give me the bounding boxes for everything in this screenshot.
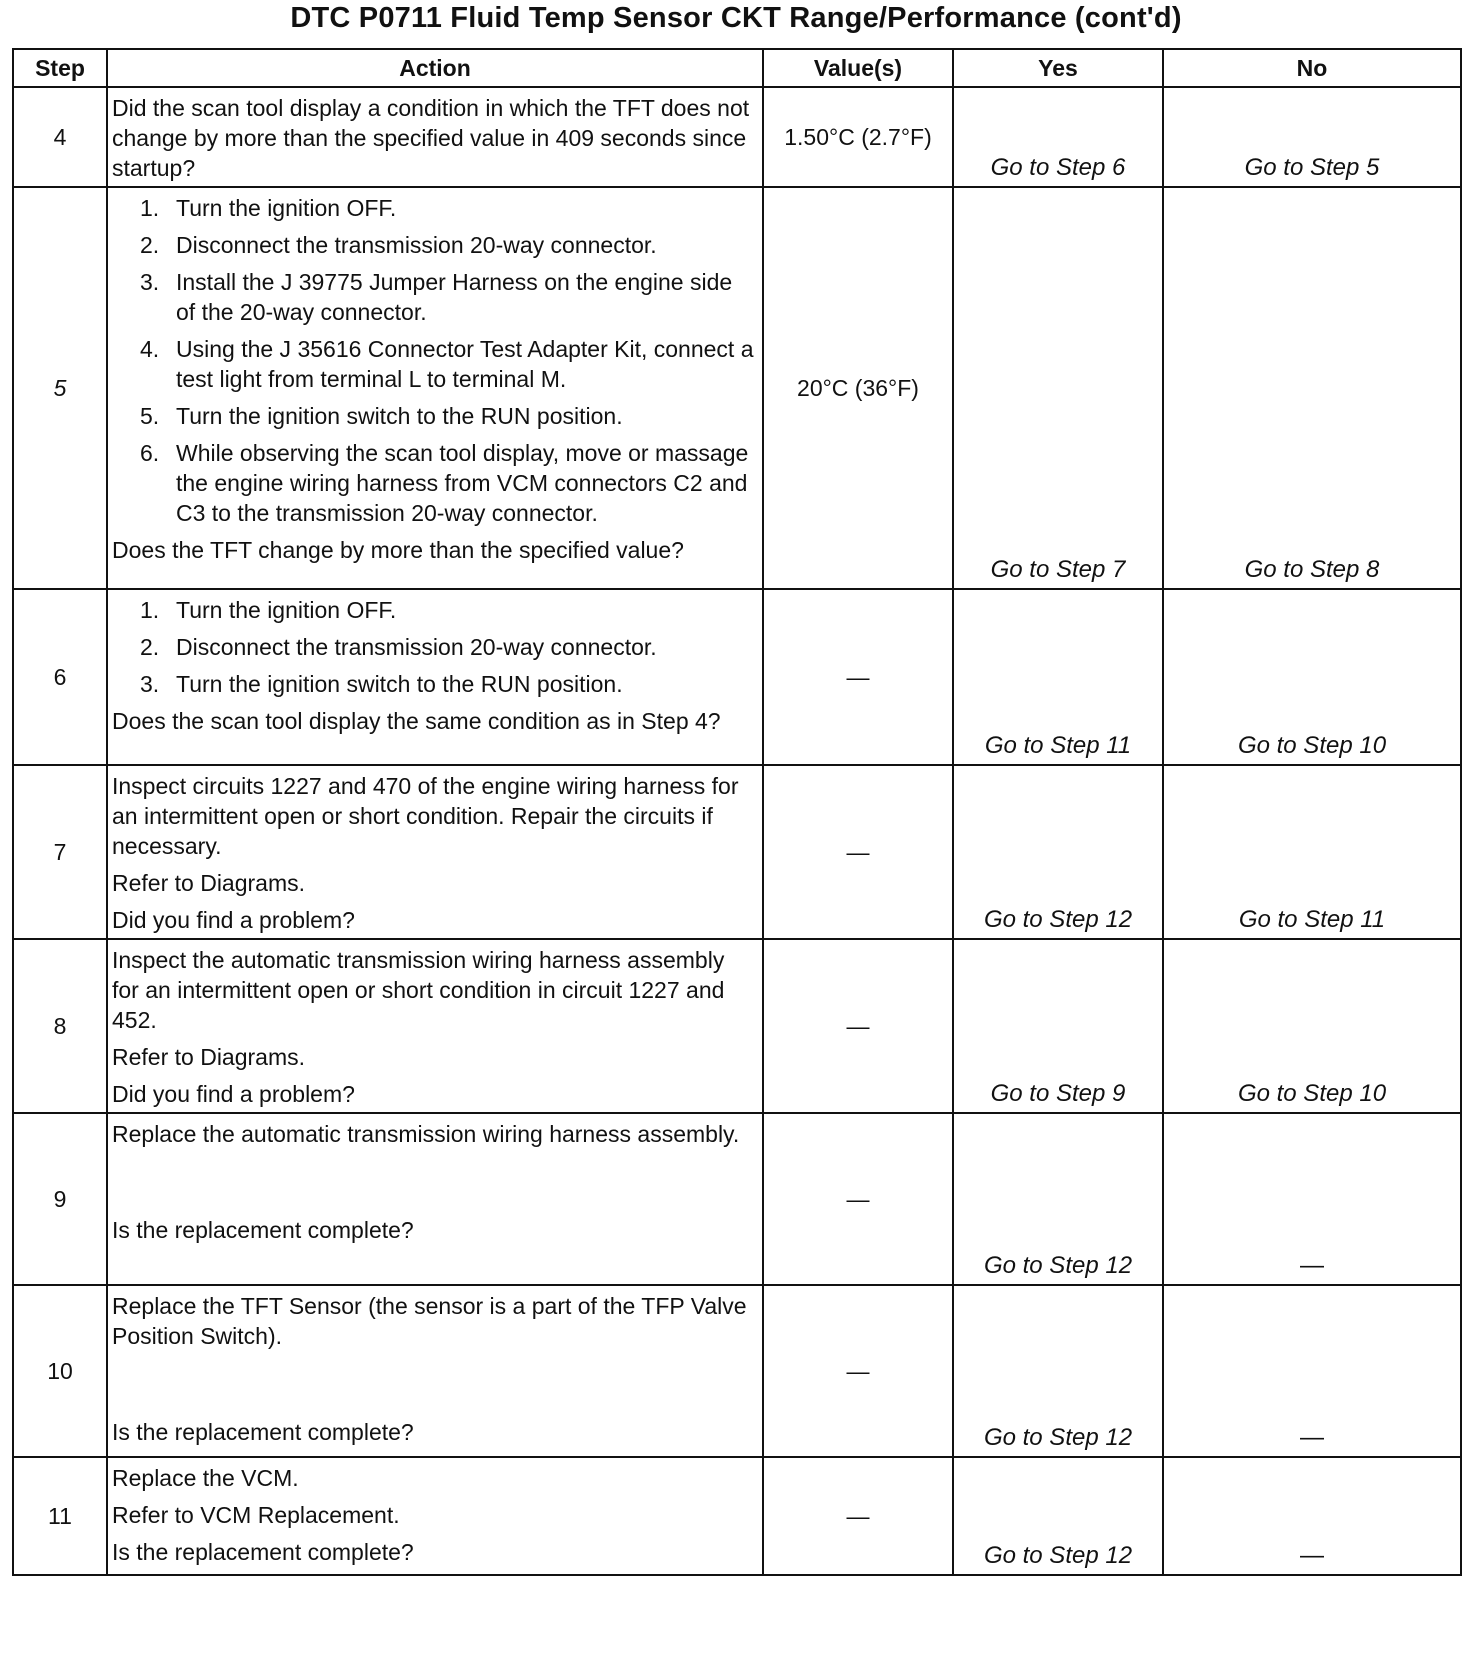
no-cell [1163,87,1461,187]
step-number: 9 [13,1113,107,1285]
no-cell [1163,1113,1461,1285]
header-action: Action [107,49,763,87]
table-row [13,1285,1461,1457]
yes-cell [953,187,1163,589]
list-item: 2. Disconnect the transmission 20-way connector. [140,232,657,258]
step-number: 7 [13,765,107,939]
action-cell [107,187,763,589]
value-cell: — [763,939,953,1113]
value-cell: — [763,1113,953,1285]
action-cell [107,1113,763,1285]
table-header-row [13,49,1461,87]
action-text: Inspect circuits 1227 and 470 of the engine wiring harness for an intermittent open or short condition. Repair the circuits if necessary. [112,773,739,859]
value-cell: — [763,1457,953,1575]
no-cell [1163,187,1461,589]
yes-cell [953,1457,1163,1575]
action-refer: Refer to Diagrams. [112,1044,306,1070]
no-go-to: Go to Step 10 [1237,732,1387,759]
header-yes: Yes [953,49,1163,87]
action-text: Did the scan tool display a condition in which the TFT does not change by more than the specified value in 409 seconds since startup? [112,95,750,181]
action-question: Did you find a problem? [112,907,355,933]
diagnostic-table [12,48,1462,1576]
action-question: Did you find a problem? [112,1081,355,1107]
yes-go-to: Go to Step 12 [983,1252,1133,1279]
action-text: Replace the TFT Sensor (the sensor is a part of the TFP Valve Position Switch). [112,1293,747,1349]
no-cell [1163,589,1461,765]
step-number: 6 [13,589,107,765]
list-item: 5. Turn the ignition switch to the RUN position. [140,403,623,429]
no-go-to: Go to Step 11 [1238,906,1386,933]
header-step: Step [13,49,107,87]
list-item: 1. Turn the ignition OFF. [140,195,397,221]
action-question: Is the replacement complete? [112,1539,414,1565]
yes-go-to: Go to Step 12 [983,906,1133,933]
no-cell [1163,939,1461,1113]
table-row [13,87,1461,187]
no-go-to: — [1300,1424,1324,1451]
list-item: 3. Install the J 39775 Jumper Harness on the engine side of the 20-way connector. [140,269,733,325]
step-number: 11 [13,1457,107,1575]
action-question: Does the TFT change by more than the specified value? [112,537,684,563]
step-number: 4 [13,87,107,187]
no-go-to: Go to Step 5 [1244,154,1380,181]
procedure-list [112,193,756,528]
list-item: 6. While observing the scan tool display, move or massage the engine wiring harness from VCM connectors C2 and C3 to the transmission 20-way connector. [140,440,749,526]
procedure-list [112,595,756,699]
list-item: 3. Turn the ignition switch to the RUN position. [140,671,623,697]
action-text: Replace the automatic transmission wiring harness assembly. [112,1121,740,1147]
table-row [13,187,1461,589]
yes-cell [953,589,1163,765]
no-go-to: Go to Step 8 [1244,556,1380,583]
yes-cell [953,1113,1163,1285]
list-item: 4. Using the J 35616 Connector Test Adapter Kit, connect a test light from terminal L to terminal M. [140,336,754,392]
yes-go-to: Go to Step 11 [984,732,1132,759]
yes-cell [953,765,1163,939]
action-cell [107,765,763,939]
action-text: Inspect the automatic transmission wiring harness assembly for an intermittent open or short condition in circuit 1227 and 452. [112,947,725,1033]
action-question: Is the replacement complete? [112,1217,414,1243]
no-go-to: — [1300,1252,1324,1279]
action-refer: Refer to Diagrams. [112,870,306,896]
step-number: 8 [13,939,107,1113]
no-cell [1163,765,1461,939]
header-no: No [1163,49,1461,87]
yes-go-to: Go to Step 12 [983,1424,1133,1451]
table-row [13,765,1461,939]
yes-cell [953,87,1163,187]
yes-go-to: Go to Step 6 [990,154,1126,181]
yes-go-to: Go to Step 9 [990,1080,1126,1107]
action-cell [107,939,763,1113]
yes-go-to: Go to Step 12 [983,1542,1133,1569]
table-row [13,939,1461,1113]
yes-cell [953,939,1163,1113]
value-cell: 20°C (36°F) [763,187,953,589]
step-number: 10 [13,1285,107,1457]
no-cell [1163,1457,1461,1575]
value-cell: — [763,765,953,939]
no-cell [1163,1285,1461,1457]
action-refer: Refer to VCM Replacement. [112,1502,400,1528]
value-cell: 1.50°C (2.7°F) [763,87,953,187]
yes-go-to: Go to Step 7 [990,556,1126,583]
table-row [13,1113,1461,1285]
action-text: Replace the VCM. [112,1465,299,1491]
action-question: Is the replacement complete? [112,1419,414,1445]
action-cell [107,1285,763,1457]
no-go-to: — [1300,1542,1324,1569]
header-values: Value(s) [763,49,953,87]
action-cell [107,87,763,187]
action-question: Does the scan tool display the same condition as in Step 4? [112,708,721,734]
step-number: 5 [13,187,107,589]
table-row [13,1457,1461,1575]
yes-cell [953,1285,1163,1457]
no-go-to: Go to Step 10 [1237,1080,1387,1107]
table-row [13,589,1461,765]
list-item: 1. Turn the ignition OFF. [140,597,397,623]
list-item: 2. Disconnect the transmission 20-way connector. [140,634,657,660]
value-cell: — [763,1285,953,1457]
value-cell: — [763,589,953,765]
page-title: DTC P0711 Fluid Temp Sensor CKT Range/Performance (cont'd) [290,2,1182,34]
action-cell [107,589,763,765]
action-cell [107,1457,763,1575]
